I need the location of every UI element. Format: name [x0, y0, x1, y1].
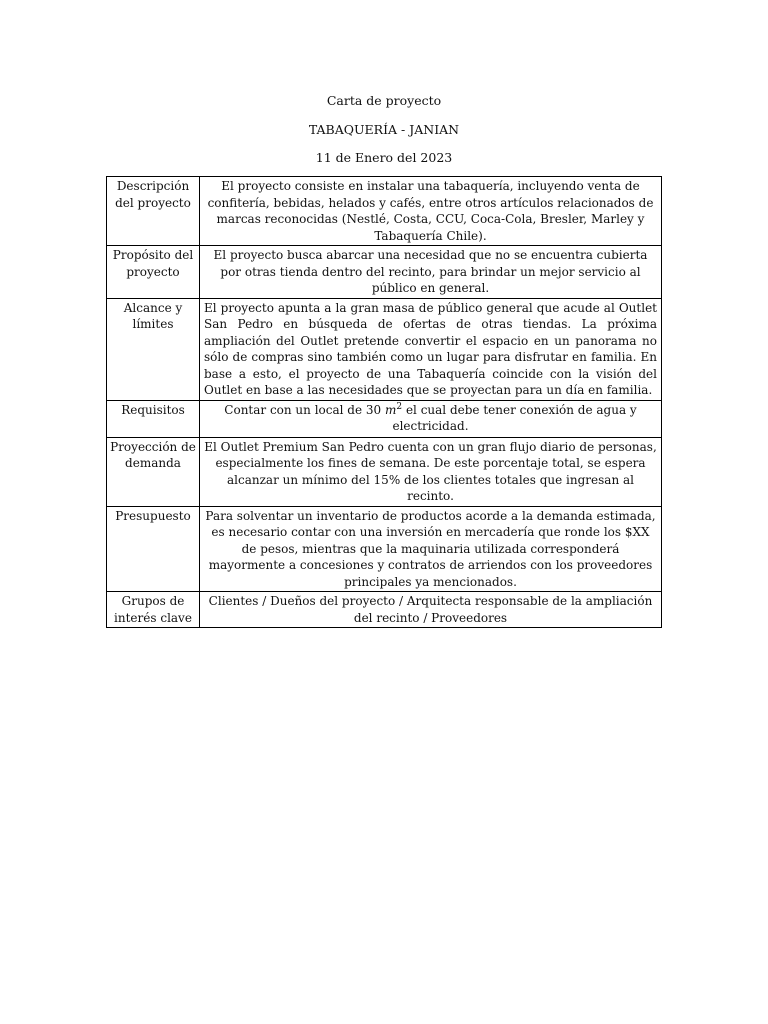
row-content: Para solventar un inventario de productos acorde a la demanda estimada, es necesario contar con una inversión en mercadería que ronde los $XX de pesos, mientras que la maquinaria utilizada corresponderá mayormente a concesiones y contratos de arriendos con los proveedores principales ya mencionados.: [200, 506, 662, 592]
row-content: Clientes / Dueños del proyecto / Arquitecta responsable de la ampliación del recinto / Proveedores: [200, 592, 662, 628]
row-content: El proyecto consiste en instalar una tabaquería, incluyendo venta de confitería, bebidas, helados y cafés, entre otros artículos relacionados de marcas reconocidas (Nestlé, Costa, CCU, Coca-Cola, Bresler, Marley y Tabaquería Chile).: [200, 177, 662, 246]
table-row-descripcion: [107, 177, 662, 246]
row-content: El Outlet Premium San Pedro cuenta con un gran flujo diario de personas, especialmente los fines de semana. De este porcentaje total, se espera alcanzar un mínimo del 15% de los clientes totales que ingresan al recinto.: [200, 437, 662, 506]
table-row-alcance: [107, 298, 662, 400]
row-label: Presupuesto: [107, 506, 200, 592]
row-content: El proyecto apunta a la gran masa de público general que acude al Outlet San Pedro en búsqueda de ofertas de otras tiendas. La próxima ampliación del Outlet pretende convertir el espacio en un panorama no sólo de compras sino también como un lugar para disfrutar en familia. En base a esto, el proyecto de una Tabaquería coincide con la visión del Outlet en base a las necesidades que se proyectan para un día en familia.: [200, 298, 662, 400]
row-label: Alcance y límites: [107, 298, 200, 400]
area-unit-exponent: 2: [396, 401, 403, 412]
document-date: 11 de Enero del 2023: [315, 150, 453, 165]
table-row-proyeccion: [107, 437, 662, 506]
row-label: Requisitos: [107, 400, 200, 437]
document-title: Carta de proyecto: [326, 93, 442, 108]
table-row-proposito: [107, 246, 662, 299]
table-row-grupos: [107, 592, 662, 628]
requisitos-text-before: Contar con un local de 30: [224, 402, 382, 417]
row-label: Descripción del proyecto: [107, 177, 200, 246]
row-label: Grupos de interés clave: [107, 592, 200, 628]
requisitos-text-after: el cual debe tener conexión de agua y electricidad.: [392, 402, 637, 433]
table-row-presupuesto: [107, 506, 662, 592]
row-content: [200, 400, 662, 437]
project-charter-table: [106, 176, 662, 628]
document-subtitle: TABAQUERÍA - JANIAN: [308, 122, 460, 137]
row-content: El proyecto busca abarcar una necesidad que no se encuentra cubierta por otras tienda dentro del recinto, para brindar un mejor servicio al público en general.: [200, 246, 662, 299]
area-unit: m: [385, 402, 397, 417]
row-label: Proyección de demanda: [107, 437, 200, 506]
row-label: Propósito del proyecto: [107, 246, 200, 299]
table-row-requisitos: [107, 400, 662, 437]
